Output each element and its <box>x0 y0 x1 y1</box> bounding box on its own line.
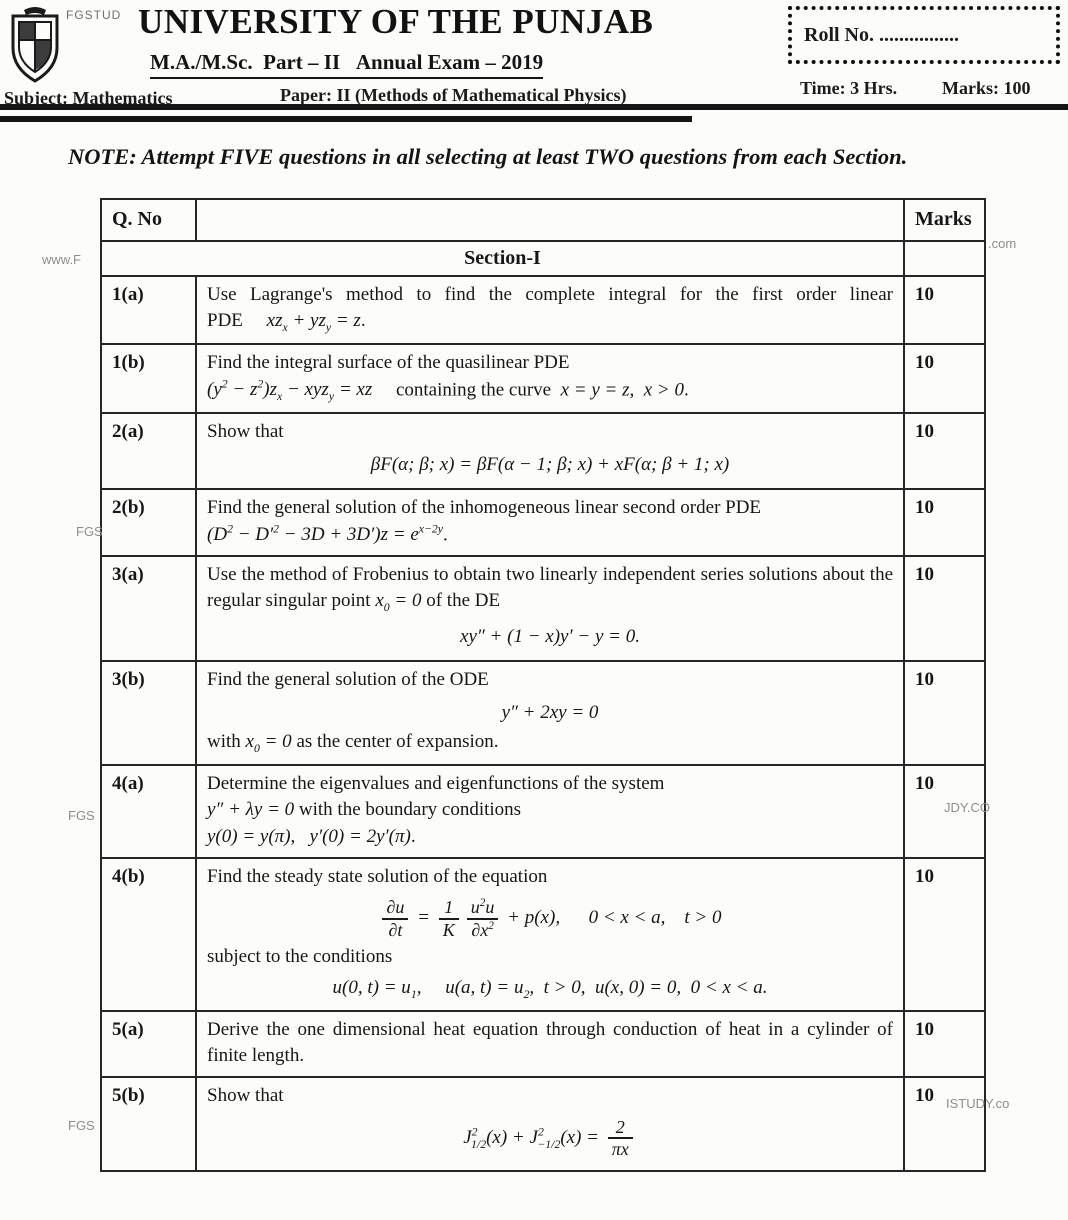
watermark-left-2: FGS <box>76 524 103 539</box>
subject-label: Subject: Mathematics <box>4 88 173 108</box>
question-text: Show that $J^2_{1/2}(x) + J^2_{-1/2}(x)$ = $\frac{2}{\pi x}$ <box>196 1077 904 1171</box>
question-text: Find the general solution of the inhomogeneous linear second order PDE $(D^2 - D'^2 - 3D + 3D')z = e^{x-2y}$. <box>196 489 904 556</box>
section-title: Section-I <box>101 241 904 277</box>
divider-rule-top <box>0 104 1068 110</box>
question-row-4a <box>101 765 985 858</box>
watermark-right-1: .com <box>988 236 1017 251</box>
section-marks-spacer <box>904 241 985 277</box>
university-crest-logo <box>8 6 62 91</box>
note-text: NOTE: Attempt FIVE questions in all selecting at least TWO questions from each Section. <box>68 144 908 169</box>
question-row-5b <box>101 1077 985 1171</box>
qno-cell: 1(a) <box>101 276 196 344</box>
question-text: Derive the one dimensional heat equation through conduction of heat in a cylinder of finite length. <box>196 1011 904 1077</box>
question-text: Find the integral surface of the quasilinear PDE $(y^2 - z^2)z_x - xyz_y$ = xz containing the curve x = y = z, x > 0. <box>196 344 904 413</box>
watermark-left-3: FGS <box>68 808 95 823</box>
question-row-1a <box>101 276 985 344</box>
qno-cell: 4(a) <box>101 765 196 858</box>
paper-label: Paper: II (Methods of Mathematical Physics) <box>280 85 627 105</box>
qno-cell: 5(a) <box>101 1011 196 1077</box>
question-row-2a <box>101 413 985 489</box>
table-header-spacer <box>196 199 904 241</box>
qno-cell: 5(b) <box>101 1077 196 1171</box>
question-row-4b <box>101 858 985 1011</box>
question-text: Use the method of Frobenius to obtain two linearly independent series solutions about the regular singular point $x_0 = 0$ of the DE xy″ + (1 − x)y′ − y = 0. <box>196 556 904 660</box>
roll-no-label: Roll No. ................ <box>804 23 959 46</box>
question-text: Use Lagrange's method to find the complete integral for the first order linear PDE $xz_x + yz_y = z$. <box>196 276 904 344</box>
question-text: Show that βF(α; β; x) = βF(α − 1; β; x) + xF(α; β + 1; x) <box>196 413 904 489</box>
marks-cell: 10 <box>904 276 985 344</box>
qno-cell: 4(b) <box>101 858 196 1011</box>
question-text: Find the steady state solution of the equation $\frac{\partial u}{\partial t}$ = $\frac{1}{K}$ $\frac{u^2u}{\partial x^2}$ + p(x), 0 < x < a, t > 0 subject to the conditions u(0, $t) = u_1$, u(a, $t) = u_2$, t > 0, u(x, 0) = 0, 0 < x < a. <box>196 858 904 1011</box>
marks-cell: 10 <box>904 556 985 660</box>
watermark-left-1: www.F <box>42 252 81 267</box>
question-row-1b <box>101 344 985 413</box>
qno-cell: 3(a) <box>101 556 196 660</box>
marks-cell: 10 <box>904 489 985 556</box>
qno-cell: 1(b) <box>101 344 196 413</box>
page-title: UNIVERSITY OF THE PUNJAB <box>138 2 654 41</box>
marks-cell: 10 <box>904 413 985 489</box>
watermark-right-2: JDY.CO <box>944 800 990 815</box>
marks-cell: 10 <box>904 1011 985 1077</box>
question-row-2b <box>101 489 985 556</box>
marks-cell: 10 <box>904 765 985 858</box>
question-text: Determine the eigenvalues and eigenfunctions of the system y″ + λy = 0 with the boundary conditions y(0) = y(π), y′(0) = 2y′(π). <box>196 765 904 858</box>
qno-cell: 2(a) <box>101 413 196 489</box>
marks-cell: 10 <box>904 1077 985 1171</box>
divider-rule-bottom <box>0 116 692 122</box>
section-header-row <box>101 241 985 277</box>
watermark-fgstud: FGSTUD <box>66 8 122 22</box>
question-row-3a <box>101 556 985 660</box>
time-label: Time: 3 Hrs. <box>800 78 898 98</box>
question-text: Find the general solution of the ODE y″ + 2xy = 0 with $x_0 = 0$ as the center of expansion. <box>196 661 904 765</box>
total-marks-label: Marks: 100 <box>942 78 1031 98</box>
watermark-left-4: FGS <box>68 1118 95 1133</box>
marks-cell: 10 <box>904 344 985 413</box>
marks-cell: 10 <box>904 661 985 765</box>
question-row-3b <box>101 661 985 765</box>
marks-cell: 10 <box>904 858 985 1011</box>
qno-cell: 2(b) <box>101 489 196 556</box>
exam-subtitle: M.A./M.Sc. Part – II Annual Exam – 2019 <box>150 50 543 79</box>
watermark-right-3: ISTUDY.co <box>946 1096 1010 1111</box>
table-header-marks: Marks <box>904 199 985 241</box>
qno-cell: 3(b) <box>101 661 196 765</box>
exam-table <box>100 198 986 1172</box>
roll-no-box <box>788 6 1060 64</box>
table-header-row <box>101 199 985 241</box>
question-row-5a <box>101 1011 985 1077</box>
table-header-qno: Q. No <box>101 199 196 241</box>
